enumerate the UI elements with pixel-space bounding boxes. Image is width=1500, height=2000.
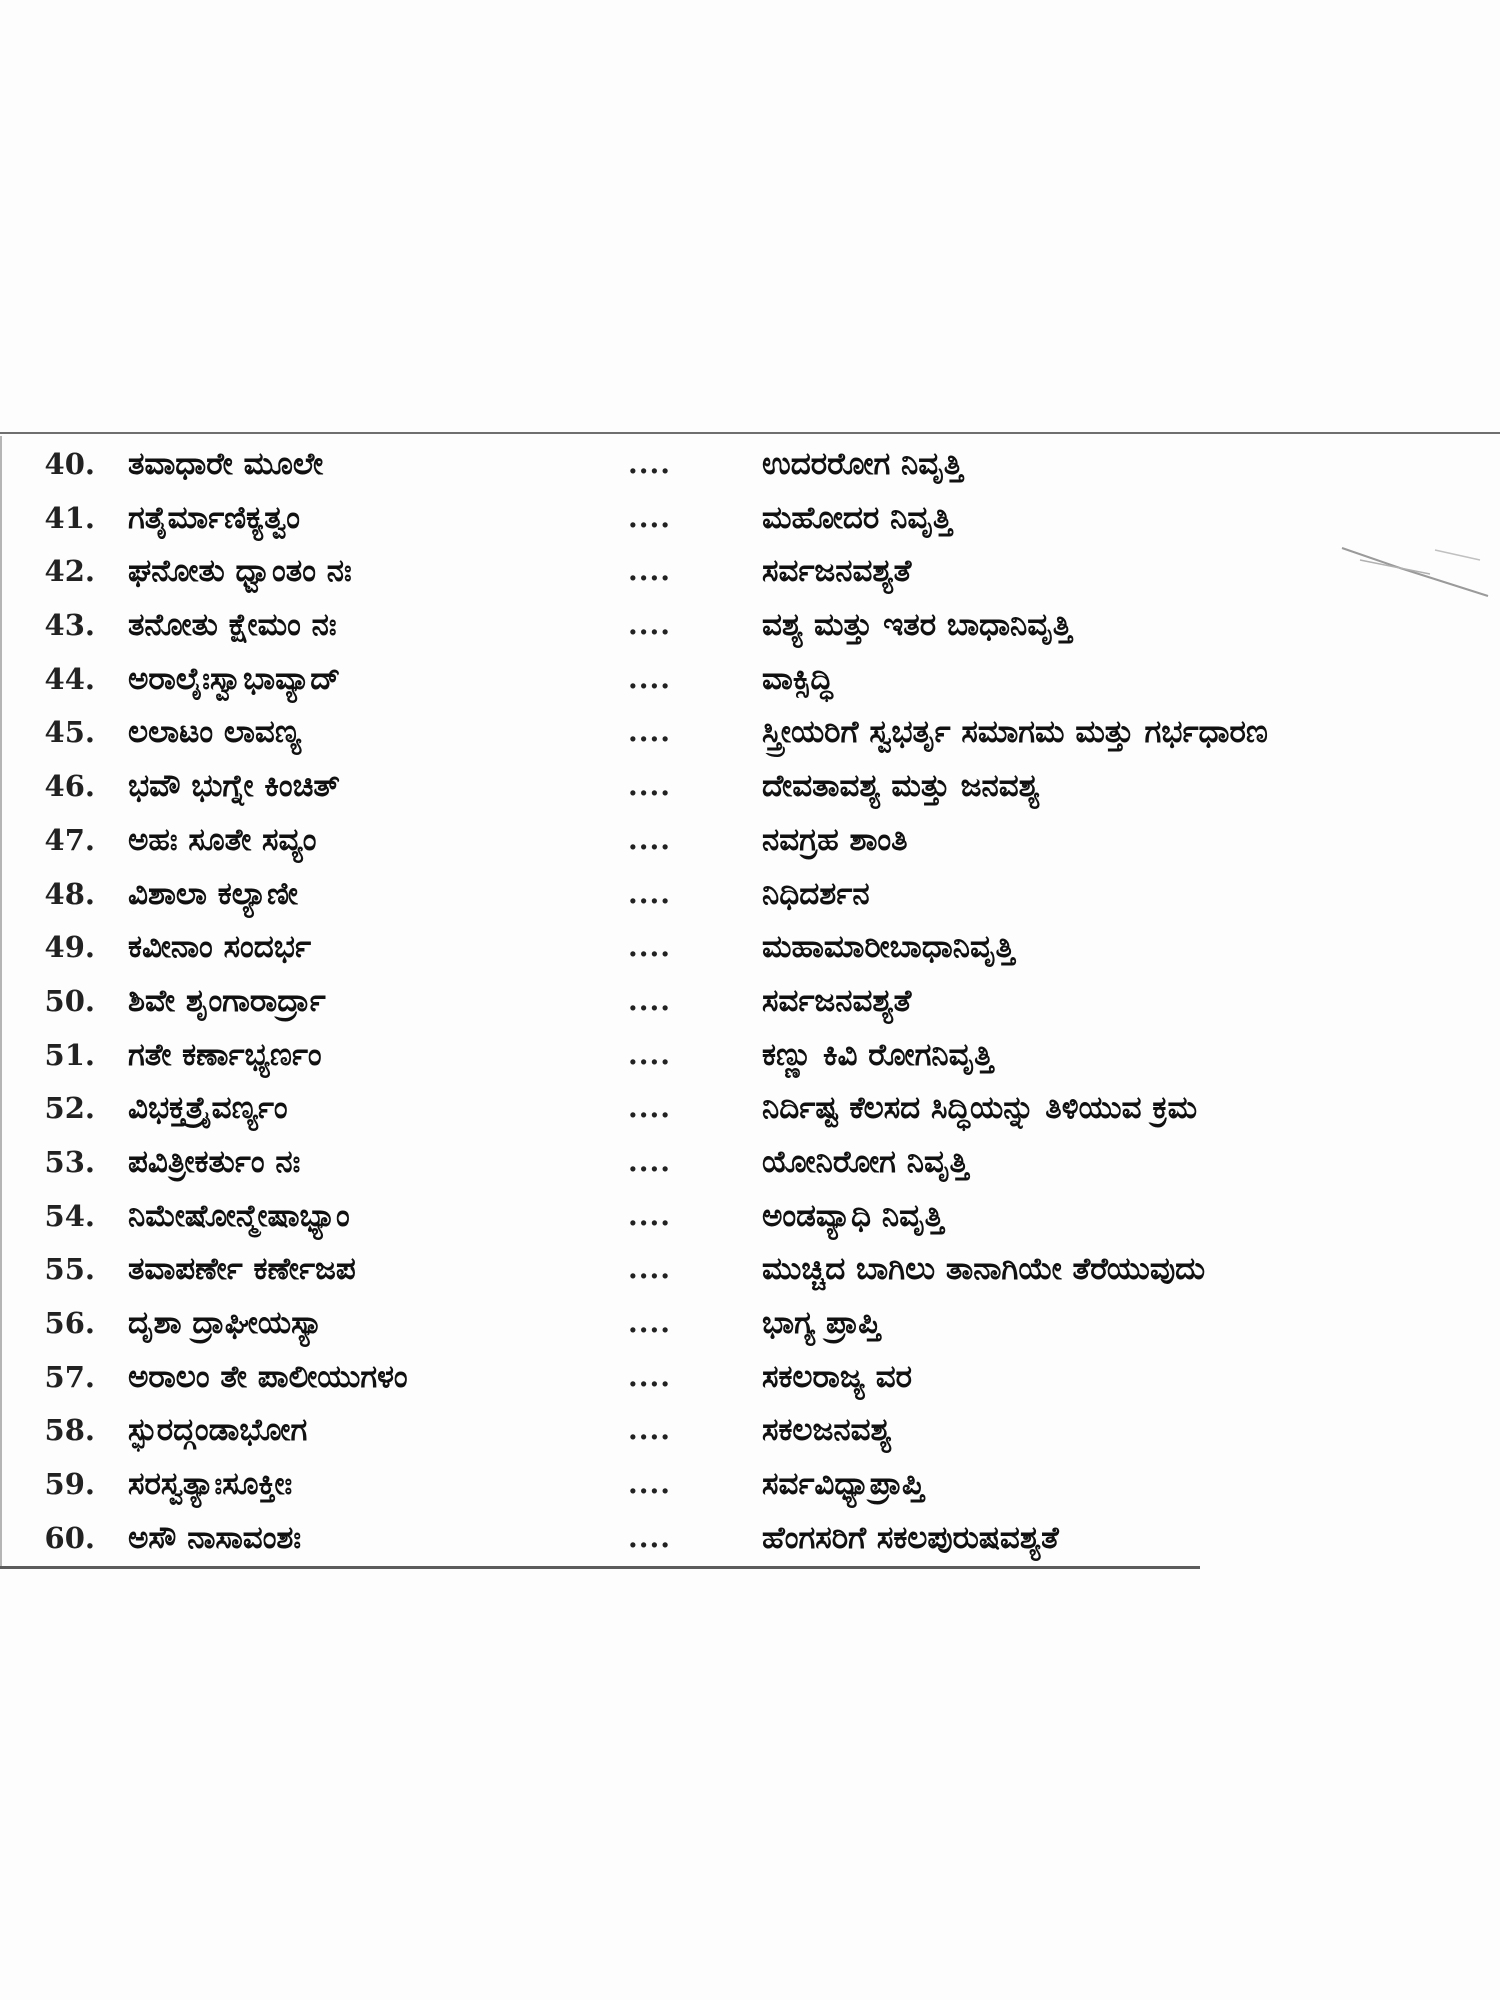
entry-number: 42. xyxy=(44,554,95,589)
dot-separator: .... xyxy=(628,1252,671,1286)
list-row xyxy=(0,1404,1500,1456)
entry-number: 50. xyxy=(44,983,95,1018)
list-row xyxy=(0,1190,1500,1242)
entry-number: 40. xyxy=(44,447,95,481)
list-row xyxy=(0,1243,1500,1295)
verse-opening: ಭವೌ ಭುಗ್ನೇ ಕಿಂಚಿತ್ xyxy=(128,768,340,805)
entry-number: 47. xyxy=(44,822,95,857)
benefit-text: ಸಕಲರಾಜ್ಯ ವರ xyxy=(762,1358,913,1395)
benefit-text: ಸಕಲಜನವಶ್ಯ xyxy=(762,1412,892,1449)
dot-separator: .... xyxy=(628,1413,671,1447)
entry-number: 53. xyxy=(44,1144,95,1179)
benefit-text: ದೇವತಾವಶ್ಯ ಮತ್ತು ಜನವಶ್ಯ xyxy=(762,768,1040,805)
dot-separator: .... xyxy=(628,1306,671,1339)
benefit-text: ಹೆಂಗಸರಿಗೆ ಸಕಲಪುರುಷವಶ್ಯತೆ xyxy=(762,1519,1059,1556)
dot-separator: .... xyxy=(628,1198,671,1232)
list-row xyxy=(0,492,1500,544)
list-row xyxy=(0,545,1500,597)
dot-separator: .... xyxy=(628,1091,671,1125)
benefit-text: ನಿರ್ದಿಷ್ಟ ಕೆಲಸದ ಸಿದ್ಧಿಯನ್ನು ತಿಳಿಯುವ ಕ್ರಮ xyxy=(762,1090,1198,1127)
list-row xyxy=(0,438,1500,490)
list-row xyxy=(0,1082,1500,1134)
entry-number: 51. xyxy=(44,1037,95,1072)
verse-opening: ಗತೈರ್ಮಾಣಿಕ್ಯತ್ವಂ xyxy=(128,499,301,536)
list-row xyxy=(0,868,1500,920)
verse-opening: ತವಾಪರ್ಣೇ ಕರ್ಣೇಜಪ xyxy=(128,1251,356,1288)
verse-opening: ತವಾಧಾರೇ ಮೂಲೇ xyxy=(128,446,324,482)
verse-opening: ತನೋತು ಕ್ಷೇಮಂ ನಃ xyxy=(128,607,337,644)
verse-benefit-list xyxy=(0,436,1500,1564)
dot-separator: .... xyxy=(628,1520,671,1554)
benefit-text: ಮಹೋದರ ನಿವೃತ್ತಿ xyxy=(762,499,952,536)
benefit-text: ನವಗ್ರಹ ಶಾಂತಿ xyxy=(762,821,908,858)
verse-opening: ಸ್ಫುರದ್ಗಂಡಾಭೋಗ xyxy=(128,1412,308,1449)
entry-number: 54. xyxy=(44,1198,95,1233)
benefit-text: ನಿಧಿದರ್ಶನ xyxy=(762,875,870,912)
list-row xyxy=(0,1512,1500,1564)
benefit-text: ವಶ್ಯ ಮತ್ತು ಇತರ ಬಾಧಾನಿವೃತ್ತಿ xyxy=(762,607,1072,644)
entry-number: 55. xyxy=(44,1252,95,1287)
list-row xyxy=(0,706,1500,758)
benefit-text: ಯೋನಿರೋಗ ನಿವೃತ್ತಿ xyxy=(762,1143,969,1180)
dot-separator: .... xyxy=(628,1037,671,1071)
list-row xyxy=(0,760,1500,812)
entry-number: 45. xyxy=(44,715,95,750)
benefit-text: ಕಣ್ಣು ಕಿವಿ ರೋಗನಿವೃತ್ತಿ xyxy=(762,1036,994,1073)
dot-separator: .... xyxy=(628,1144,671,1178)
benefit-text: ಸ್ತ್ರೀಯರಿಗೆ ಸ್ವಭರ್ತೃ ಸಮಾಗಮ ಮತ್ತು ಗರ್ಭಧಾರಣ xyxy=(762,714,1268,751)
dot-separator: .... xyxy=(628,876,671,910)
benefit-text: ಉದರರೋಗ ನಿವೃತ್ತಿ xyxy=(762,446,963,482)
list-row xyxy=(0,1136,1500,1188)
entry-number: 44. xyxy=(44,661,95,696)
entry-number: 60. xyxy=(44,1520,95,1555)
entry-number: 57. xyxy=(44,1359,95,1394)
benefit-text: ಸರ್ವಜನವಶ್ಯತೆ xyxy=(762,982,912,1019)
entry-number: 43. xyxy=(44,608,95,643)
verse-opening: ಕವೀನಾಂ ಸಂದರ್ಭ xyxy=(128,929,312,966)
dot-separator: .... xyxy=(628,447,671,480)
dot-separator: .... xyxy=(628,930,671,964)
entry-number: 48. xyxy=(44,876,95,911)
list-row xyxy=(0,599,1500,651)
dot-separator: .... xyxy=(628,608,671,642)
entry-number: 41. xyxy=(44,500,95,535)
dot-separator: .... xyxy=(628,822,671,856)
list-row xyxy=(0,1458,1500,1510)
list-row xyxy=(0,975,1500,1027)
verse-opening: ವಿಶಾಲಾ ಕಲ್ಯಾಣೀ xyxy=(128,875,298,912)
verse-opening: ಅರಾಲಂ ತೇ ಪಾಲೀಯುಗಳಂ xyxy=(128,1358,408,1395)
list-row xyxy=(0,1029,1500,1081)
verse-opening: ಅಸೌ ನಾಸಾವಂಶಃ xyxy=(128,1519,302,1556)
list-row xyxy=(0,653,1500,705)
verse-opening: ವಿಭಕ್ತತ್ರೈವರ್ಣ್ಯಂ xyxy=(128,1090,288,1127)
dot-separator: .... xyxy=(628,661,671,695)
list-row xyxy=(0,814,1500,866)
verse-opening: ಲಲಾಟಂ ಲಾವಣ್ಯ xyxy=(128,714,302,751)
verse-opening: ಶಿವೇ ಶೃಂಗಾರಾರ್ದ್ರಾ xyxy=(128,982,326,1019)
dot-separator: .... xyxy=(628,500,671,534)
entry-number: 49. xyxy=(44,930,95,965)
benefit-text: ಮಹಾಮಾರೀಬಾಧಾನಿವೃತ್ತಿ xyxy=(762,929,1015,966)
dot-separator: .... xyxy=(628,715,671,749)
dot-separator: .... xyxy=(628,1359,671,1393)
bottom-rule xyxy=(0,1566,1200,1569)
list-row xyxy=(0,921,1500,973)
benefit-text: ಅಂಡವ್ಯಾಧಿ ನಿವೃತ್ತಿ xyxy=(762,1197,944,1234)
verse-opening: ಅಹಃ ಸೂತೇ ಸವ್ಯಂ xyxy=(128,821,317,858)
verse-opening: ಸರಸ್ವತ್ಯಾಃಸೂಕ್ತೀಃ xyxy=(128,1466,293,1503)
verse-opening: ಪವಿತ್ರೀಕರ್ತುಂ ನಃ xyxy=(128,1143,301,1180)
list-row xyxy=(0,1351,1500,1403)
dot-separator: .... xyxy=(628,554,671,588)
verse-opening: ಗತೇ ಕರ್ಣಾಭ್ಯರ್ಣಂ xyxy=(128,1036,322,1073)
verse-opening: ನಿಮೇಷೋನ್ಮೇಷಾಭ್ಯಾಂ xyxy=(128,1197,350,1234)
benefit-text: ಭಾಗ್ಯ ಪ್ರಾಪ್ತಿ xyxy=(762,1305,881,1341)
verse-opening: ಅರಾಲೈಃಸ್ವಾಭಾವ್ಯಾದ್ xyxy=(128,660,341,697)
entry-number: 58. xyxy=(44,1413,95,1448)
entry-number: 59. xyxy=(44,1467,95,1502)
dot-separator: .... xyxy=(628,769,671,803)
dot-separator: .... xyxy=(628,1467,671,1501)
benefit-text: ಸರ್ವಜನವಶ್ಯತೆ xyxy=(762,553,912,590)
entry-number: 46. xyxy=(44,769,95,804)
verse-opening: ದೃಶಾ ದ್ರಾಘೀಯಸ್ಯಾ xyxy=(128,1305,323,1341)
entry-number: 56. xyxy=(44,1306,95,1340)
benefit-text: ಮುಚ್ಚಿದ ಬಾಗಿಲು ತಾನಾಗಿಯೇ ತೆರೆಯುವುದು xyxy=(762,1251,1206,1288)
top-rule xyxy=(0,432,1500,434)
entry-number: 52. xyxy=(44,1091,95,1126)
dot-separator: .... xyxy=(628,983,671,1017)
verse-opening: ಘನೋತು ಧ್ವಾಂತಂ ನಃ xyxy=(128,553,352,590)
benefit-text: ವಾಕ್ಸಿದ್ಧಿ xyxy=(762,660,833,697)
list-row xyxy=(0,1297,1500,1349)
benefit-text: ಸರ್ವವಿಧ್ಯಾಪ್ರಾಪ್ತಿ xyxy=(762,1466,925,1503)
